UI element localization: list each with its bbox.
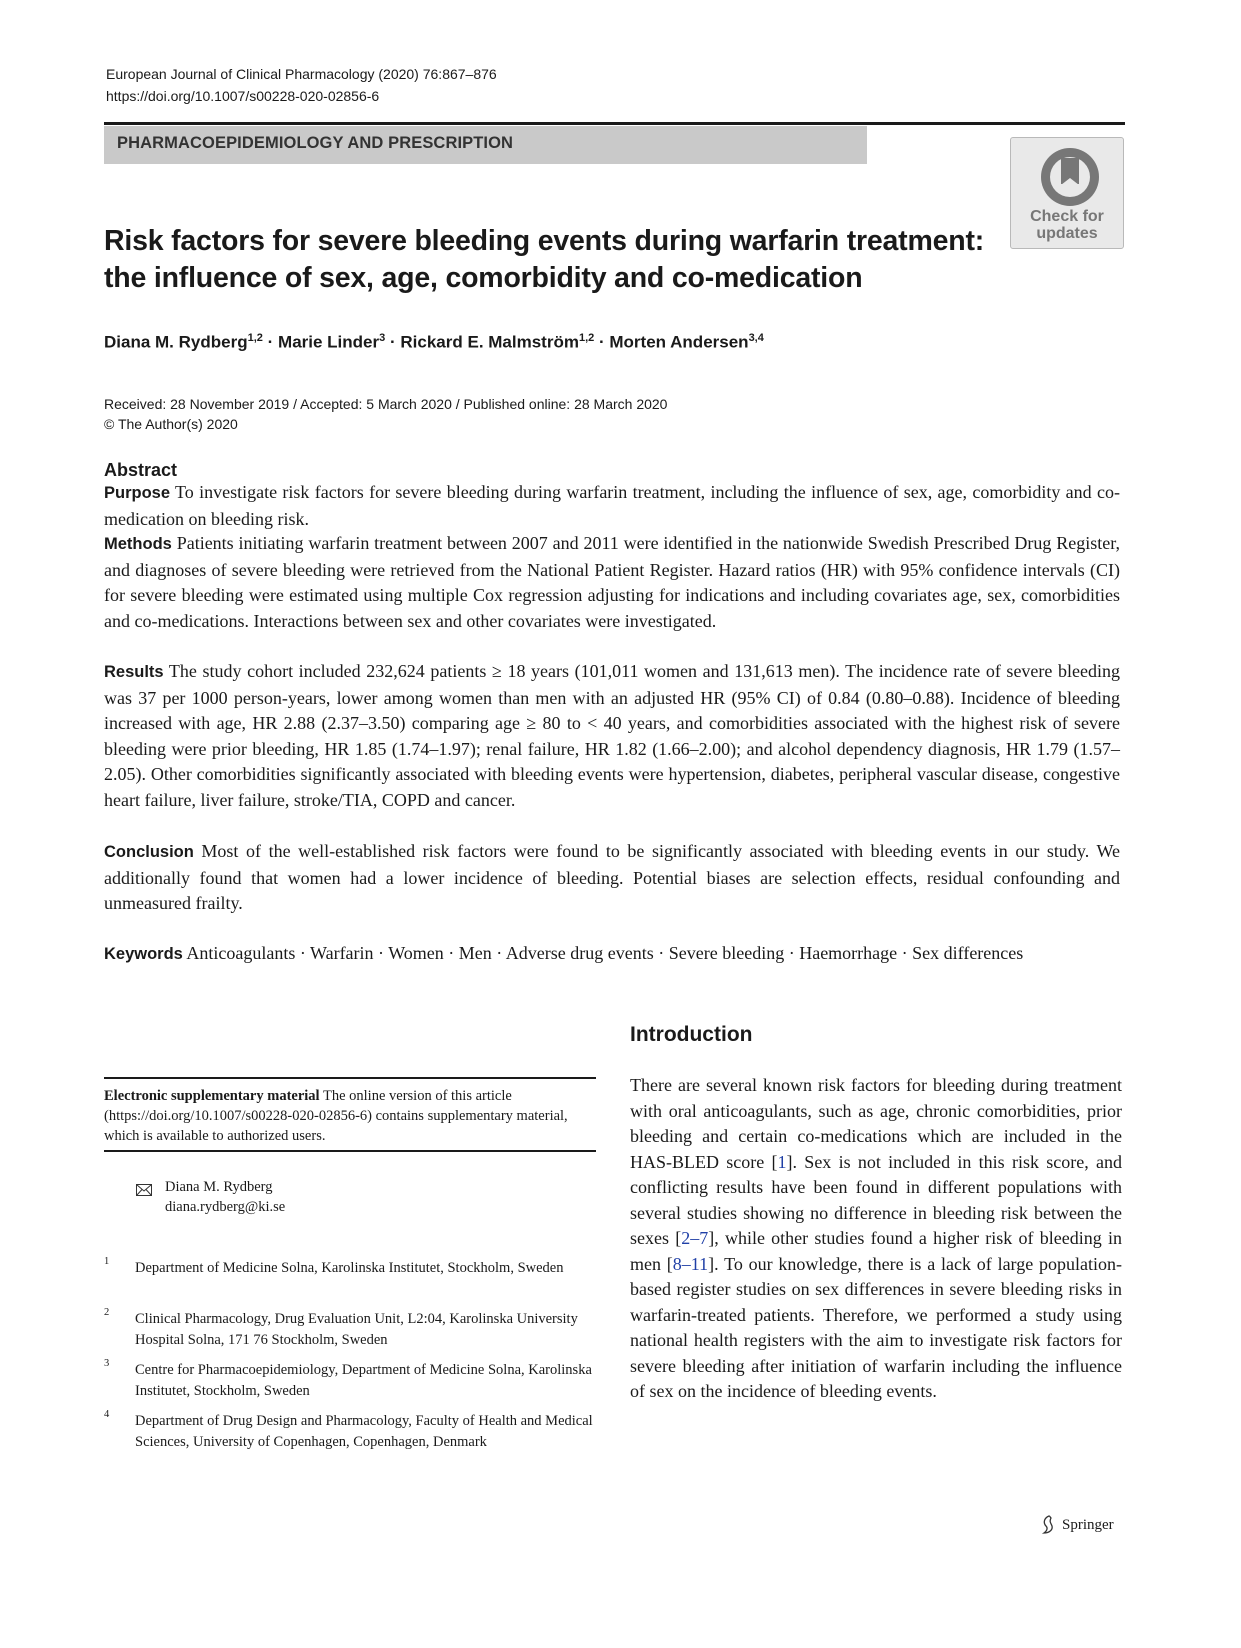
intro-text-part: ], while other studies found a higher risk of bleeding in men [ — [630, 1228, 1122, 1274]
affiliation-text: Clinical Pharmacology, Drug Evaluation Unit, L2:04, Karolinska University Hospital Solna, 171 76 Stockholm, Sweden — [135, 1311, 578, 1348]
supplementary-label: Electronic supplementary material — [104, 1088, 320, 1104]
author-name[interactable]: Rickard E. Malmström — [400, 332, 579, 352]
author-name[interactable]: Diana M. Rydberg — [104, 332, 248, 352]
supplementary-text-before: The online version of this article ( — [104, 1088, 512, 1124]
supplementary-note — [104, 1086, 596, 1146]
journal-citation: European Journal of Clinical Pharmacology (2020) 76:867–876 — [106, 66, 497, 82]
affiliation-text: Department of Medicine Solna, Karolinska Institutet, Stockholm, Sweden — [135, 1260, 564, 1276]
introduction-paragraph — [630, 1073, 1122, 1405]
abstract-purpose-label: Purpose — [104, 484, 171, 502]
abstract-heading: Abstract — [104, 460, 178, 480]
author-list — [104, 332, 764, 353]
abstract-purpose — [104, 480, 1120, 532]
keyword: Men — [458, 943, 492, 963]
author-separator: · — [598, 332, 605, 352]
author-affiliation-ref: 1,2 — [247, 332, 263, 344]
citation-link[interactable]: 1 — [777, 1151, 787, 1172]
supplementary-rule-top — [104, 1077, 596, 1079]
keyword: Adverse drug events — [505, 943, 654, 963]
corresponding-author-name: Diana M. Rydberg — [165, 1179, 273, 1195]
keywords: Keywords Anticoagulants · Warfarin · Women · Men · Adverse drug events · Severe bleeding · Haemorrhage · Sex differences — [104, 943, 1024, 963]
intro-text-part: ]. Sex is not included in this risk score, and conflicting results have been found in different populations with several studies showing no difference in bleeding risk between the sexes [ — [630, 1151, 1122, 1248]
author-affiliation-ref: 1,2 — [578, 332, 595, 344]
corresponding-author-email[interactable]: diana.rydberg@ki.se — [165, 1199, 286, 1215]
author-separator: · — [389, 332, 396, 352]
crossmark-icon — [1041, 148, 1099, 206]
abstract-methods — [104, 531, 1120, 634]
abstract-conclusion — [104, 839, 1120, 917]
citation-link[interactable]: 8–11 — [672, 1253, 709, 1274]
check-for-updates-button[interactable] — [1010, 137, 1124, 249]
keyword: Women — [388, 943, 444, 963]
author-affiliation-ref: 3,4 — [748, 332, 764, 344]
article-title-line1: Risk factors for severe bleeding events during warfarin treatment: — [104, 225, 985, 257]
author-name[interactable]: Marie Linder — [278, 332, 380, 352]
abstract-results-label: Results — [104, 663, 164, 681]
springer-logo-icon — [1040, 1515, 1058, 1535]
intro-text-part: ]. To our knowledge, there is a lack of large population-based register studies on sex differences in severe bleeding risks in warfarin-treated patients. Therefore, we performed a study using national health registers with the aim to investigate risk factors for severe bleeding after initiation of warfarin including the influence of sex on the incidence of bleeding events. — [630, 1253, 1122, 1401]
affiliation-number: 1 — [104, 1256, 110, 1267]
abstract-conclusion-text: Most of the well-established risk factors were found to be significantly associated with bleeding events in our study. We additionally found that women had a lower incidence of bleeding. Potential biases are selection effects, residual confounding and unmeasured frailty. — [104, 841, 1121, 913]
section-label: PHARMACOEPIDEMIOLOGY AND PRESCRIPTION — [117, 134, 514, 152]
abstract-conclusion-label: Conclusion — [104, 843, 194, 861]
badge-label-line1: Check for — [1030, 208, 1104, 225]
doi-link[interactable]: https://doi.org/10.1007/s00228-020-02856-6 — [106, 88, 380, 104]
affiliation-text: Centre for Pharmacoepidemiology, Department of Medicine Solna, Karolinska Institutet, Stockholm, Sweden — [135, 1362, 592, 1399]
affiliation-number: 3 — [104, 1358, 110, 1369]
keyword: Anticoagulants — [186, 943, 296, 963]
affiliation-number: 4 — [104, 1409, 110, 1420]
abstract-methods-text: Patients initiating warfarin treatment between 2007 and 2011 were identified in the nationwide Swedish Prescribed Drug Register, and diagnoses of severe bleeding were retrieved from the National Patient Register. Hazard ratios (HR) with 95% confidence intervals (CI) for severe bleeding were estimated using multiple Cox regression adjusting for indications and including covariates age, sex, comorbidities and co-medications. Interactions between sex and other covariates were investigated. — [104, 533, 1120, 631]
keyword: Warfarin — [310, 943, 374, 963]
keywords-label: Keywords — [104, 945, 183, 963]
badge-label-line2: updates — [1036, 225, 1098, 242]
abstract-methods-label: Methods — [104, 535, 172, 553]
section-banner — [104, 126, 867, 164]
abstract-results — [104, 659, 1120, 813]
header-rule — [104, 122, 1125, 125]
introduction-heading: Introduction — [630, 1023, 753, 1046]
publication-dates: Received: 28 November 2019 / Accepted: 5 March 2020 / Published online: 28 March 2020 — [104, 396, 668, 412]
affiliation-number: 2 — [104, 1307, 110, 1318]
supplementary-text-after: ) contains supplementary material, which is available to authorized users. — [104, 1108, 568, 1144]
author-name[interactable]: Morten Andersen — [609, 332, 749, 352]
abstract-purpose-text: To investigate risk factors for severe bleeding during warfarin treatment, including the influence of sex, age, comorbidity and co-medication on bleeding risk. — [104, 482, 1120, 529]
envelope-icon — [136, 1184, 152, 1196]
publisher-name: Springer — [1062, 1517, 1114, 1533]
supplementary-rule-bottom — [104, 1150, 596, 1152]
intro-text-part: There are several known risk factors for bleeding during treatment with oral anticoagulants, such as age, chronic comorbidities, prior bleeding and certain co-medications which are included in the HAS-BLED score [ — [630, 1075, 1122, 1172]
abstract-results-text: The study cohort included 232,624 patients ≥ 18 years (101,011 women and 131,613 men). The incidence rate of severe bleeding was 37 per 1000 person-years, lower among women than men with an adjusted HR (95% CI) of 0.84 (0.80–0.88). Incidence of bleeding increased with age, HR 2.88 (2.37–3.50) comparing age ≥ 80 to < 40 years, and comorbidities associated with the highest risk of severe bleeding were prior bleeding, HR 1.85 (1.74–1.97); renal failure, HR 1.82 (1.66–2.00); and alcohol dependency diagnosis, HR 1.79 (1.57–2.05). Other comorbidities significantly associated with bleeding events were hypertension, diabetes, peripheral vascular disease, congestive heart failure, liver failure, stroke/TIA, COPD and cancer. — [104, 661, 1120, 810]
keyword: Haemorrhage — [799, 943, 898, 963]
keyword: Severe bleeding — [668, 943, 785, 963]
citation-link[interactable]: 2–7 — [681, 1228, 709, 1248]
author-affiliation-ref: 3 — [379, 332, 386, 344]
article-title-line2: the influence of sex, age, comorbidity and co-medication — [104, 262, 863, 294]
keyword: Sex differences — [912, 943, 1024, 963]
copyright-notice: © The Author(s) 2020 — [104, 416, 238, 432]
author-separator: · — [267, 332, 274, 352]
supplementary-link[interactable]: https://doi.org/10.1007/s00228-020-02856-6 — [108, 1108, 368, 1124]
affiliation-text: Department of Drug Design and Pharmacology, Faculty of Health and Medical Sciences, University of Copenhagen, Copenhagen, Denmark — [135, 1413, 593, 1450]
